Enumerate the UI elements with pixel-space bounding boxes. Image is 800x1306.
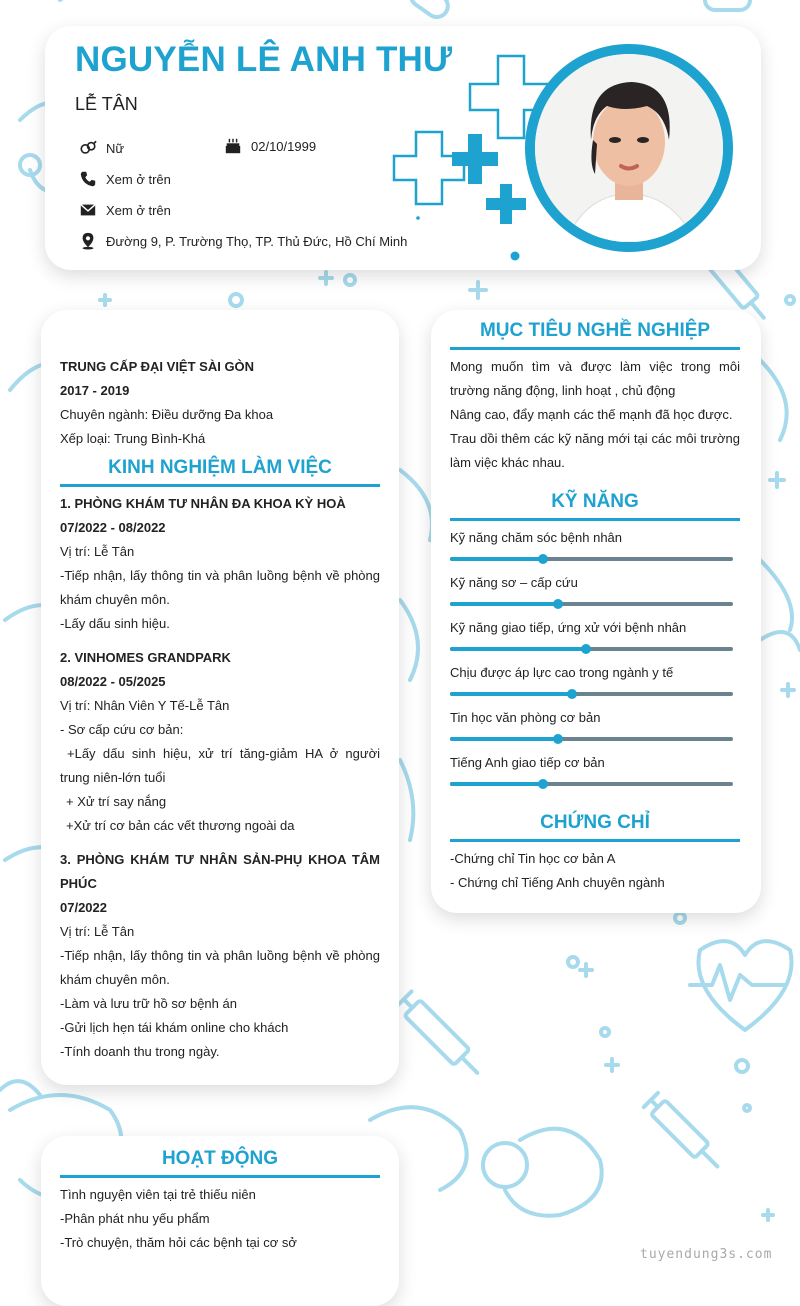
certificates-title: CHỨNG CHỈ — [540, 812, 650, 833]
skill-label: Kỹ năng giao tiếp, ứng xử với bệnh nhân — [450, 620, 687, 635]
birthday-value: 02/10/1999 — [251, 138, 317, 154]
objective-text: Nâng cao, đẩy mạnh các thế mạnh đã học được. — [450, 407, 733, 422]
skill-level-fill — [450, 602, 558, 606]
skill-level-knob — [553, 599, 563, 609]
phone-row — [79, 170, 171, 188]
job-3-line: Vị trí: Lễ Tân — [60, 924, 135, 939]
activity-line: -Trò chuyện, thăm hỏi các bệnh tại cơ sở — [60, 1235, 297, 1250]
job-1-line: Vị trí: Lễ Tân — [60, 544, 135, 559]
skill-level-bar — [450, 647, 733, 651]
job-2-name: 2. VINHOMES GRANDPARK — [60, 650, 231, 665]
skill-level-bar — [450, 557, 733, 561]
education-grade: Xếp loại: Trung Bình-Khá — [60, 431, 206, 446]
job-2-line: - Sơ cấp cứu cơ bản: — [60, 722, 184, 737]
job-2-period: 08/2022 - 05/2025 — [60, 674, 166, 689]
email-value: Xem ở trên — [106, 202, 171, 218]
education-major: Chuyên ngành: Điều dưỡng Đa khoa — [60, 407, 274, 422]
objective-title: MỤC TIÊU NGHỀ NGHIỆP — [479, 320, 711, 341]
education-school: TRUNG CẤP ĐẠI VIỆT SÀI GÒN — [60, 359, 255, 374]
skill-label: Chịu được áp lực cao trong ngành y tế — [450, 665, 674, 680]
profile-photo-frame — [525, 44, 733, 252]
email-row — [79, 201, 171, 219]
email-icon — [79, 201, 97, 219]
watermark: tuyendung3s.com — [640, 1247, 773, 1262]
profile-photo — [535, 54, 723, 242]
address-value: Đường 9, P. Trường Thọ, TP. Thủ Đức, Hồ Chí Minh — [106, 233, 408, 249]
certificates-divider — [450, 839, 740, 842]
skill-level-knob — [553, 734, 563, 744]
location-pin-icon — [79, 232, 97, 250]
portrait-image — [535, 54, 723, 242]
job-2-line: Vị trí: Nhân Viên Y Tế-Lễ Tân — [60, 698, 230, 713]
header-card — [45, 26, 761, 270]
job-1-line: -Tiếp nhận, lấy thông tin và phân luồng bệnh về phòng khám chuyên môn. — [60, 568, 380, 607]
activities-divider — [60, 1175, 380, 1178]
objective-text: Trau dồi thêm các kỹ năng mới tại các môi trường làm việc khác nhau. — [450, 431, 740, 470]
skill-level-fill — [450, 557, 543, 561]
job-3-period: 07/2022 — [60, 900, 107, 915]
job-title: LỄ TÂN — [75, 94, 138, 114]
skill-level-fill — [450, 782, 543, 786]
skill-level-fill — [450, 692, 572, 696]
job-3-line: -Tính doanh thu trong ngày. — [60, 1044, 220, 1059]
skill-level-fill — [450, 737, 558, 741]
objective-divider — [450, 347, 740, 350]
activity-line: -Phân phát nhu yếu phẩm — [60, 1211, 210, 1226]
gender-row — [79, 139, 124, 157]
job-3-line: -Tiếp nhận, lấy thông tin và phân luồng bệnh về phòng khám chuyên môn. — [60, 948, 380, 987]
gender-icon — [79, 139, 97, 157]
job-2-line: +Lấy dấu sinh hiệu, xử trí tăng-giảm HA ở người trung niên-lớn tuổi — [60, 746, 380, 785]
address-row — [79, 232, 407, 250]
skills-title: KỸ NĂNG — [551, 491, 639, 512]
skill-level-bar — [450, 692, 733, 696]
experience-title: KINH NGHIỆM LÀM VIỆC — [108, 457, 332, 478]
skill-level-knob — [581, 644, 591, 654]
skill-level-bar — [450, 737, 733, 741]
candidate-name: NGUYỄN LÊ ANH THƯ — [75, 40, 453, 79]
job-3-line: -Làm và lưu trữ hồ sơ bệnh án — [60, 996, 237, 1011]
skill-level-bar — [450, 602, 733, 606]
objective-text: Mong muốn tìm và được làm việc trong môi trường năng động, linh hoạt , chủ động — [450, 359, 740, 398]
activity-line: Tình nguyện viên tại trẻ thiếu niên — [60, 1187, 256, 1202]
skill-label: Kỹ năng sơ – cấp cứu — [450, 575, 578, 590]
birthday-row — [224, 137, 316, 155]
job-2-line: + Xử trí say nắng — [66, 794, 167, 809]
job-1-name: 1. PHÒNG KHÁM TƯ NHÂN ĐA KHOA KỲ HOÀ — [60, 496, 346, 511]
skill-label: Tiếng Anh giao tiếp cơ bản — [450, 755, 605, 770]
certificate-line: -Chứng chỉ Tin học cơ bản A — [450, 851, 616, 866]
experience-divider — [60, 484, 380, 487]
job-2-line: +Xử trí cơ bản các vết thương ngoài da — [66, 818, 295, 833]
job-3-name: 3. PHÒNG KHÁM TƯ NHÂN SẢN-PHỤ KHOA TÂM PHÚC — [60, 852, 380, 891]
skill-label: Kỹ năng chăm sóc bệnh nhân — [450, 530, 623, 545]
certificate-line: - Chứng chỉ Tiếng Anh chuyên ngành — [450, 875, 665, 890]
job-1-period: 07/2022 - 08/2022 — [60, 520, 166, 535]
education-period: 2017 - 2019 — [60, 383, 130, 398]
skills-divider — [450, 518, 740, 521]
phone-value: Xem ở trên — [106, 171, 171, 187]
skill-level-bar — [450, 782, 733, 786]
job-3-line: -Gửi lịch hẹn tái khám online cho khách — [60, 1020, 289, 1035]
skill-label: Tin học văn phòng cơ bản — [450, 710, 601, 725]
gender-value: Nữ — [106, 140, 125, 156]
job-1-line: -Lấy dấu sinh hiệu. — [60, 616, 170, 631]
skill-level-knob — [567, 689, 577, 699]
skill-level-fill — [450, 647, 586, 651]
phone-icon — [79, 170, 97, 188]
activities-title: HOẠT ĐỘNG — [161, 1148, 279, 1169]
birthday-cake-icon — [224, 137, 242, 155]
